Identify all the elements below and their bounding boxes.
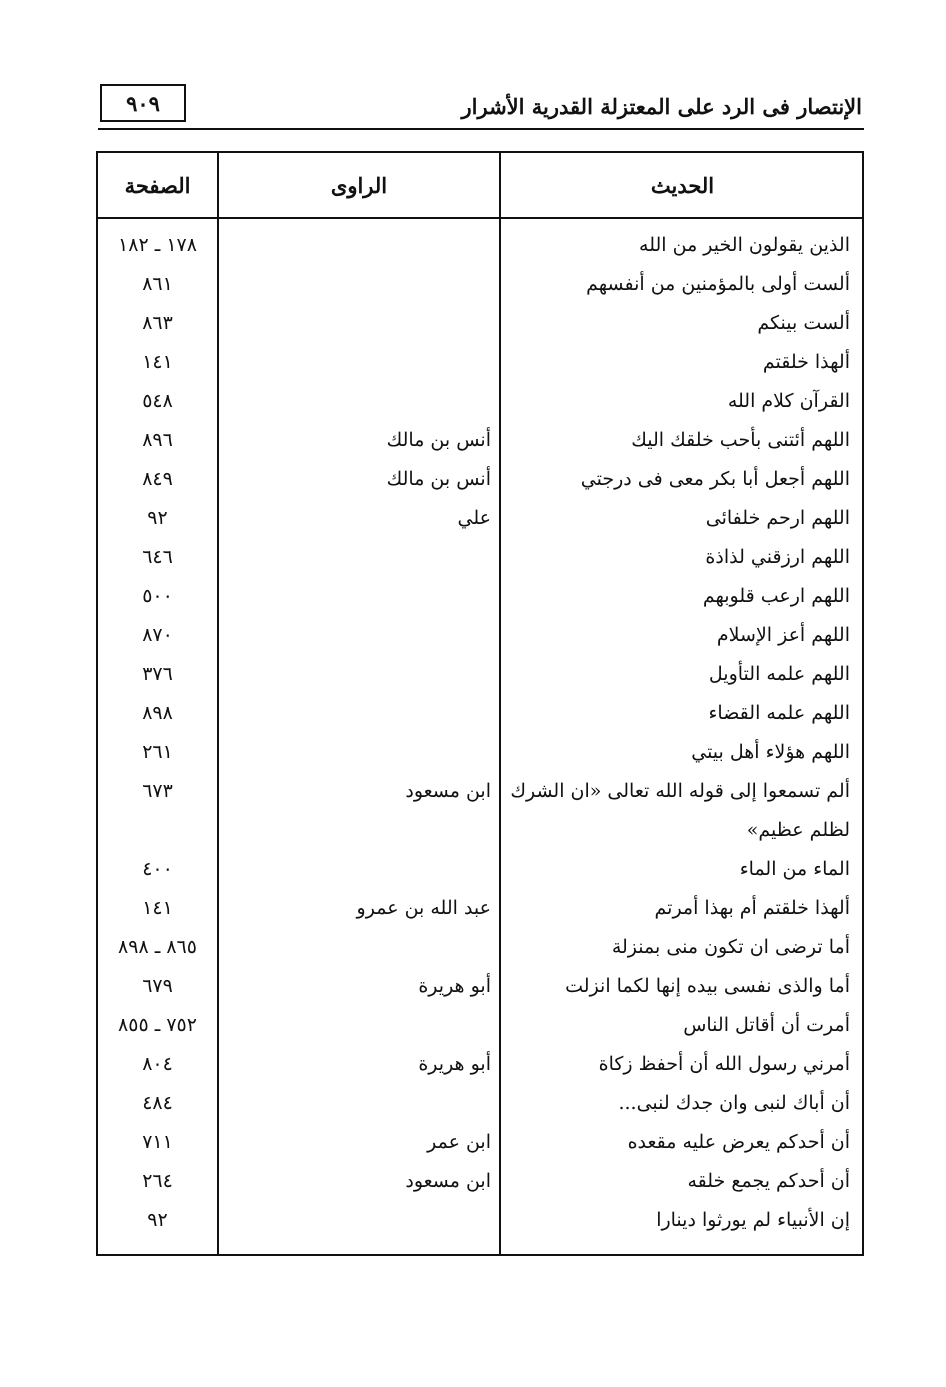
table-row xyxy=(98,265,862,304)
hadith-text: الذين يقولون الخير من الله xyxy=(639,234,850,256)
hadith-text: أن أحدكم يجمع خلقه xyxy=(687,1170,850,1192)
table-row xyxy=(98,382,862,421)
page-reference: ٤٠٠ xyxy=(142,858,173,880)
page-reference: ٤٨٤ xyxy=(142,1092,173,1114)
column-header-page: الصفحة xyxy=(124,172,191,198)
column-header-narrator: الراوى xyxy=(330,172,388,198)
page-reference: ٨٦٥ ـ ٨٩٨ xyxy=(118,936,197,958)
header-divider xyxy=(98,217,862,219)
page-reference: ٩٢ xyxy=(147,1209,168,1231)
hadith-text: اللهم ارحم خلفائى xyxy=(705,507,850,529)
table-row xyxy=(98,343,862,382)
hadith-text: ألهذا خلقتم xyxy=(762,351,850,373)
page-reference: ٥٠٠ xyxy=(142,585,173,607)
hadith-text: أن أحدكم يعرض عليه مقعده xyxy=(627,1131,850,1153)
table-row xyxy=(98,928,862,967)
page-number-box xyxy=(100,84,186,122)
hadith-text: اللهم ارزقني لذاذة xyxy=(705,546,850,568)
hadith-text: أمرني رسول الله أن أحفظ زكاة xyxy=(598,1053,850,1075)
narrator-name: عبد الله بن عمرو xyxy=(356,897,491,919)
page-reference: ٥٤٨ xyxy=(142,390,173,412)
table-row xyxy=(98,304,862,343)
table-row xyxy=(98,577,862,616)
hadith-text: الماء من الماء xyxy=(739,858,850,880)
table-row xyxy=(98,1045,862,1084)
table-row xyxy=(98,694,862,733)
page-number: ٩٠٩ xyxy=(126,90,160,116)
page-reference: ٨٤٩ xyxy=(142,468,173,490)
hadith-text: اللهم هؤلاء أهل بيتي xyxy=(691,741,850,763)
table-row xyxy=(98,499,862,538)
page-reference: ٢٦١ xyxy=(142,741,173,763)
page-reference: ٩٢ xyxy=(147,507,168,529)
table-row xyxy=(98,1123,862,1162)
hadith-text: اللهم أئتنى بأحب خلقك اليك xyxy=(631,429,850,451)
page-reference: ٧٥٢ ـ ٨٥٥ xyxy=(118,1014,197,1036)
page-reference: ٨٠٤ xyxy=(142,1053,173,1075)
table-row xyxy=(98,538,862,577)
table-row xyxy=(98,1006,862,1045)
table-row xyxy=(98,460,862,499)
hadith-text: اللهم أجعل أبا بكر معى فى درجتي xyxy=(580,468,850,490)
hadith-index-table xyxy=(96,151,864,1256)
hadith-text: أمرت أن أقاتل الناس xyxy=(683,1014,850,1036)
hadith-text: أن أباك لنبى وان جدك لنبى... xyxy=(618,1092,850,1114)
table-row xyxy=(98,967,862,1006)
hadith-text: القرآن كلام الله xyxy=(727,390,850,412)
narrator-name: ابن مسعود xyxy=(405,780,491,802)
page-reference: ٨٧٠ xyxy=(142,624,173,646)
table-row xyxy=(98,1084,862,1123)
column-header-hadith: الحديث xyxy=(650,172,715,198)
hadith-text: اللهم ارعب قلوبهم xyxy=(702,585,850,607)
narrator-name: أنس بن مالك xyxy=(386,429,491,451)
table-row xyxy=(98,655,862,694)
table-row xyxy=(98,889,862,928)
hadith-text: ألست بينكم xyxy=(757,312,850,334)
hadith-text: ألهذا خلقتم أم بهذا أمرتم xyxy=(654,897,850,919)
page-reference: ٦٤٦ xyxy=(142,546,173,568)
narrator-name: أبو هريرة xyxy=(418,975,491,997)
hadith-text: أما ترضى ان تكون منى بمنزلة xyxy=(611,936,850,958)
hadith-text: اللهم أعز الإسلام xyxy=(716,624,850,646)
table-body xyxy=(98,226,862,1240)
header-rule xyxy=(98,128,864,130)
page-reference: ٦٧٩ xyxy=(142,975,173,997)
page-reference: ١٤١ xyxy=(142,351,173,373)
page-reference: ٢٦٤ xyxy=(142,1170,173,1192)
narrator-name: ابن مسعود xyxy=(405,1170,491,1192)
hadith-text: اللهم علمه القضاء xyxy=(708,702,850,724)
hadith-text: إن الأنبياء لم يورثوا دينارا xyxy=(656,1209,850,1231)
table-row xyxy=(98,421,862,460)
table-row xyxy=(98,616,862,655)
narrator-name: أبو هريرة xyxy=(418,1053,491,1075)
table-row xyxy=(98,226,862,265)
page-reference: ٦٧٣ xyxy=(142,780,173,802)
table-row xyxy=(98,1162,862,1201)
table-row xyxy=(98,850,862,889)
table-row xyxy=(98,733,862,772)
hadith-text: اللهم علمه التأويل xyxy=(708,663,850,685)
narrator-name: أنس بن مالك xyxy=(386,468,491,490)
hadith-text: ألست أولى بالمؤمنين من أنفسهم xyxy=(586,273,850,295)
narrator-name: ابن عمر xyxy=(427,1131,491,1153)
page-reference: ٧١١ xyxy=(142,1131,173,1153)
page-reference: ١٧٨ ـ ١٨٢ xyxy=(118,234,197,256)
page-reference: ٨٦١ xyxy=(142,273,173,295)
page-reference: ٨٩٨ xyxy=(142,702,173,724)
narrator-name: علي xyxy=(457,507,491,529)
page-reference: ٣٧٦ xyxy=(142,663,173,685)
table-row xyxy=(98,1201,862,1240)
page-reference: ٨٩٦ xyxy=(142,429,173,451)
book-title: الإنتصار فى الرد على المعتزلة القدرية الأشرار xyxy=(461,94,862,119)
page-header xyxy=(98,82,864,132)
table-row xyxy=(98,772,862,850)
hadith-text: ألم تسمعوا إلى قوله الله تعالى «ان الشرك لظلم عظيم» xyxy=(510,780,850,841)
page-reference: ٨٦٣ xyxy=(142,312,173,334)
page-reference: ١٤١ xyxy=(142,897,173,919)
hadith-text: أما والذى نفسى بيده إنها لكما انزلت xyxy=(565,975,850,997)
